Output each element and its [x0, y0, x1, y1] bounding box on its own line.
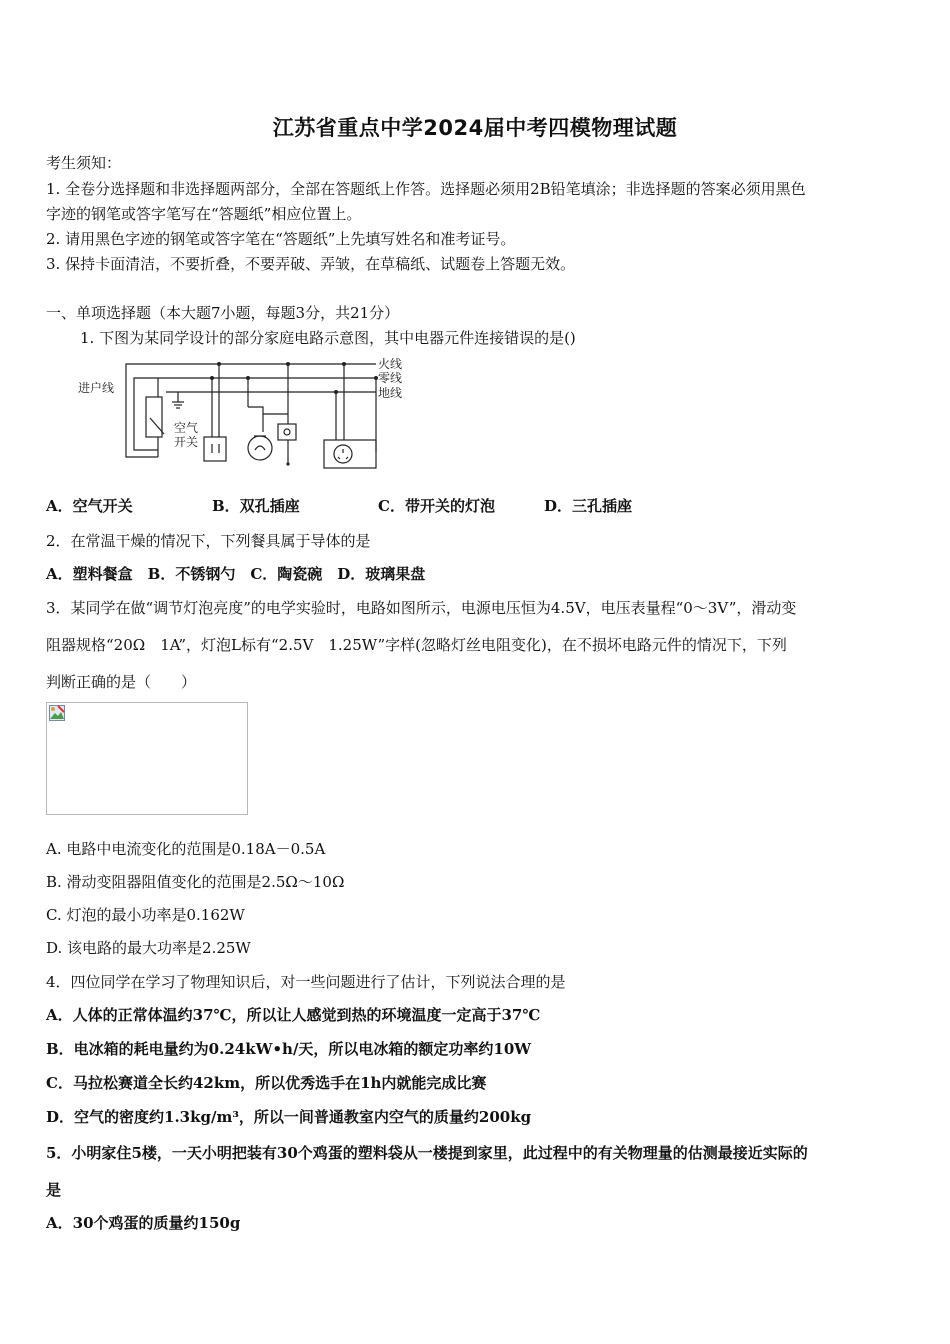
question-3-stem: 判断正确的是（ ） — [46, 673, 197, 691]
question-4-option-a: A．人体的正常体温约37℃，所以让人感觉到热的环境温度一定高于37℃ — [46, 1006, 541, 1024]
breaker-label-1: 空气 — [174, 421, 199, 435]
broken-image-icon — [49, 705, 65, 721]
question-3-stem: 3．某同学在做“调节灯泡亮度”的电学实验时，电路如图所示，电源电压恒为4.5V，电压表量程“0～3V”，滑动变 — [46, 599, 797, 617]
ground-wire-label: 地线 — [378, 386, 403, 400]
question-4-stem: 4．四位同学在学习了物理知识后，对一些问题进行了估计，下列说法合理的是 — [46, 973, 566, 991]
notice-heading: 考生须知： — [46, 154, 122, 172]
live-wire-label: 火线 — [378, 357, 403, 371]
question-4-option-d: D．空气的密度约1.3kg/m³，所以一间普通教室内空气的质量约200kg — [46, 1108, 532, 1126]
option-b: B．双孔插座 — [212, 497, 300, 515]
household-circuit-diagram — [78, 352, 418, 477]
question-3-option-b: B. 滑动变阻器阻值变化的范围是2.5Ω～10Ω — [46, 873, 345, 891]
question-4-option-b: B．电冰箱的耗电量约为0.24kW•h/天，所以电冰箱的额定功率约10W — [46, 1040, 532, 1058]
question-3-option-d: D. 该电路的最大功率是2.25W — [46, 939, 251, 957]
question-5-stem: 5．小明家住5楼，一天小明把装有30个鸡蛋的塑料袋从一楼提到家里，此过程中的有关物理量的估测最接近实际的 — [46, 1144, 808, 1162]
missing-image-placeholder — [46, 702, 248, 815]
question-1-options — [46, 495, 632, 516]
entry-wire-label: 进户线 — [78, 381, 115, 395]
question-3-option-c: C. 灯泡的最小功率是0.162W — [46, 906, 245, 924]
option-a: A．空气开关 — [46, 497, 133, 515]
breaker-label-2: 开关 — [174, 435, 199, 449]
notice-item: 1. 全卷分选择题和非选择题两部分，全部在答题纸上作答。选择题必须用2B铅笔填涂；非选择题的答案必须用黑色 — [46, 180, 806, 198]
neutral-wire-label: 零线 — [378, 371, 403, 385]
page-title: 江苏省重点中学2024届中考四模物理试题 — [272, 116, 678, 140]
question-1-stem: 1. 下图为某同学设计的部分家庭电路示意图，其中电器元件连接错误的是() — [80, 329, 576, 347]
question-5-option-a: A．30个鸡蛋的质量约150g — [46, 1214, 241, 1232]
question-3-option-a: A. 电路中电流变化的范围是0.18A－0.5A — [46, 840, 326, 858]
notice-item: 3. 保持卡面清洁，不要折叠，不要弄破、弄皱，在草稿纸、试题卷上答题无效。 — [46, 255, 576, 273]
notice-item: 2. 请用黑色字迹的钢笔或答字笔在“答题纸”上先填写姓名和准考证号。 — [46, 230, 516, 248]
option-c: C．带开关的灯泡 — [378, 497, 495, 515]
question-3-stem: 阻器规格“20Ω 1A”，灯泡L标有“2.5V 1.25W”字样(忽略灯丝电阻变化)，在不损坏电路元件的情况下，下列 — [46, 636, 787, 654]
notice-item: 字迹的钢笔或答字笔写在“答题纸”相应位置上。 — [46, 205, 362, 223]
question-4-option-c: C．马拉松赛道全长约42km，所以优秀选手在1h内就能完成比赛 — [46, 1074, 487, 1092]
option-d: D．三孔插座 — [544, 497, 633, 515]
question-2-stem: 2．在常温干燥的情况下，下列餐具属于导体的是 — [46, 532, 371, 550]
section-heading: 一、单项选择题（本大题7小题，每题3分，共21分） — [46, 304, 400, 322]
question-2-options: A．塑料餐盒 B．不锈钢勺 C．陶瓷碗 D．玻璃果盘 — [46, 565, 426, 583]
question-5-stem: 是 — [46, 1181, 62, 1199]
